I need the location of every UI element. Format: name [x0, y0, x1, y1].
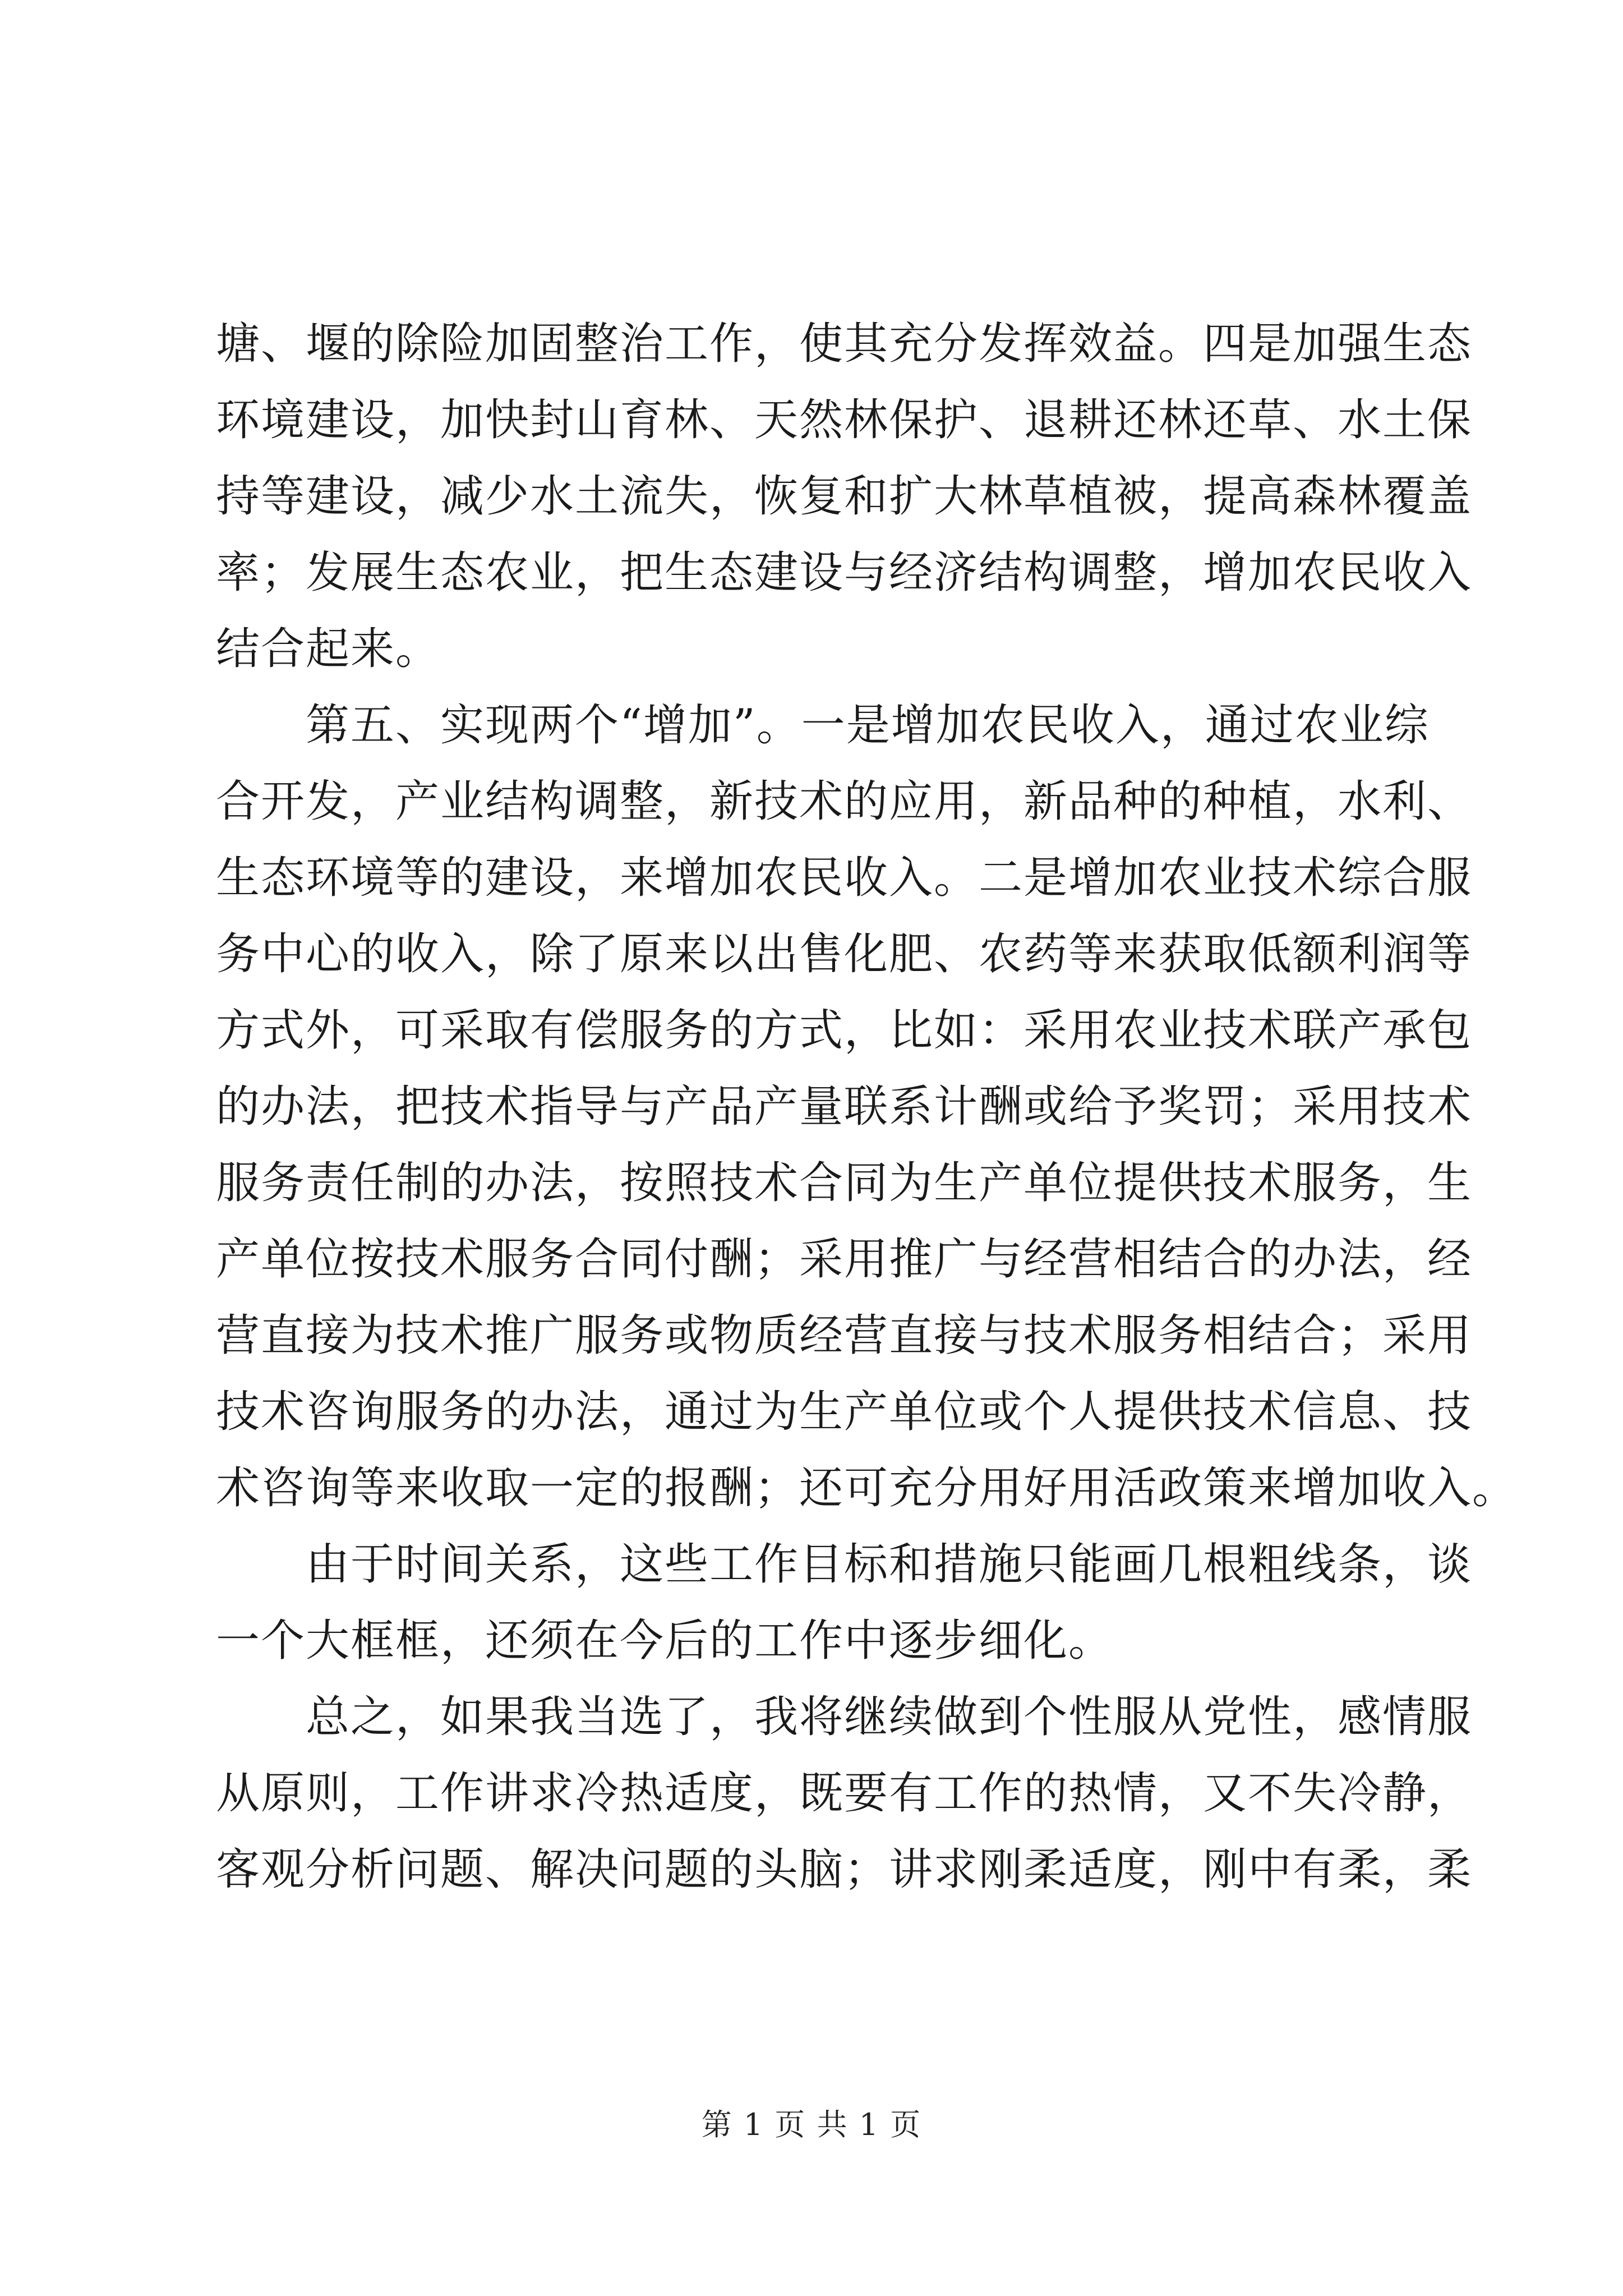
- text-line: 持等建设，减少水土流失，恢复和扩大林草植被，提高森林覆盖: [216, 471, 1473, 522]
- text-line: 率；发展生态农业，把生态建设与经济结构调整，增加农民收入: [216, 547, 1473, 598]
- text-line: 生态环境等的建设，来增加农民收入。二是增加农业技术综合服: [216, 853, 1473, 903]
- text-line: 第五、实现两个“增加”。一是增加农民收入，通过农业综: [216, 700, 1430, 751]
- text-line: 方式外，可采取有偿服务的方式，比如：采用农业技术联产承包: [216, 1005, 1473, 1056]
- text-line: 营直接为技术推广服务或物质经营直接与技术服务相结合；采用: [216, 1310, 1473, 1361]
- text-line: 塘、堰的除险加固整治工作，使其充分发挥效益。四是加强生态: [216, 319, 1473, 369]
- text-line: 的办法，把技术指导与产品产量联系计酬或给予奖罚；采用技术: [216, 1082, 1473, 1132]
- text-line: 结合起来。: [216, 624, 441, 674]
- text-line: 客观分析问题、解决问题的头脑；讲求刚柔适度，刚中有柔，柔: [216, 1844, 1473, 1895]
- text-line: 环境建设，加快封山育林、天然林保护、退耕还林还草、水土保: [216, 395, 1473, 445]
- text-line: 务中心的收入，除了原来以出售化肥、农药等来获取低额利润等: [216, 929, 1473, 979]
- document-body: [216, 306, 1518, 1908]
- text-line: 技术咨询服务的办法，通过为生产单位或个人提供技术信息、技: [216, 1387, 1473, 1437]
- text-line: 从原则，工作讲求冷热适度，既要有工作的热情，又不失冷静，: [216, 1768, 1473, 1819]
- text-line: 总之，如果我当选了，我将继续做到个性服从党性，感情服: [216, 1692, 1473, 1742]
- text-line: 合开发，产业结构调整，新技术的应用，新品种的种植，水利、: [216, 776, 1473, 827]
- text-line: 服务责任制的办法，按照技术合同为生产单位提供技术服务，生: [216, 1158, 1473, 1208]
- text-line: 产单位按技术服务合同付酬；采用推广与经营相结合的办法，经: [216, 1234, 1473, 1285]
- text-line: 术咨询等来收取一定的报酬；还可充分用好用活政策来增加收入。: [216, 1463, 1518, 1513]
- page-footer: 第 1 页 共 1 页: [701, 2107, 922, 2142]
- text-line: 由于时间关系，这些工作目标和措施只能画几根粗线条，谈: [216, 1539, 1473, 1590]
- text-line: 一个大框框，还须在今后的工作中逐步细化。: [216, 1616, 1114, 1666]
